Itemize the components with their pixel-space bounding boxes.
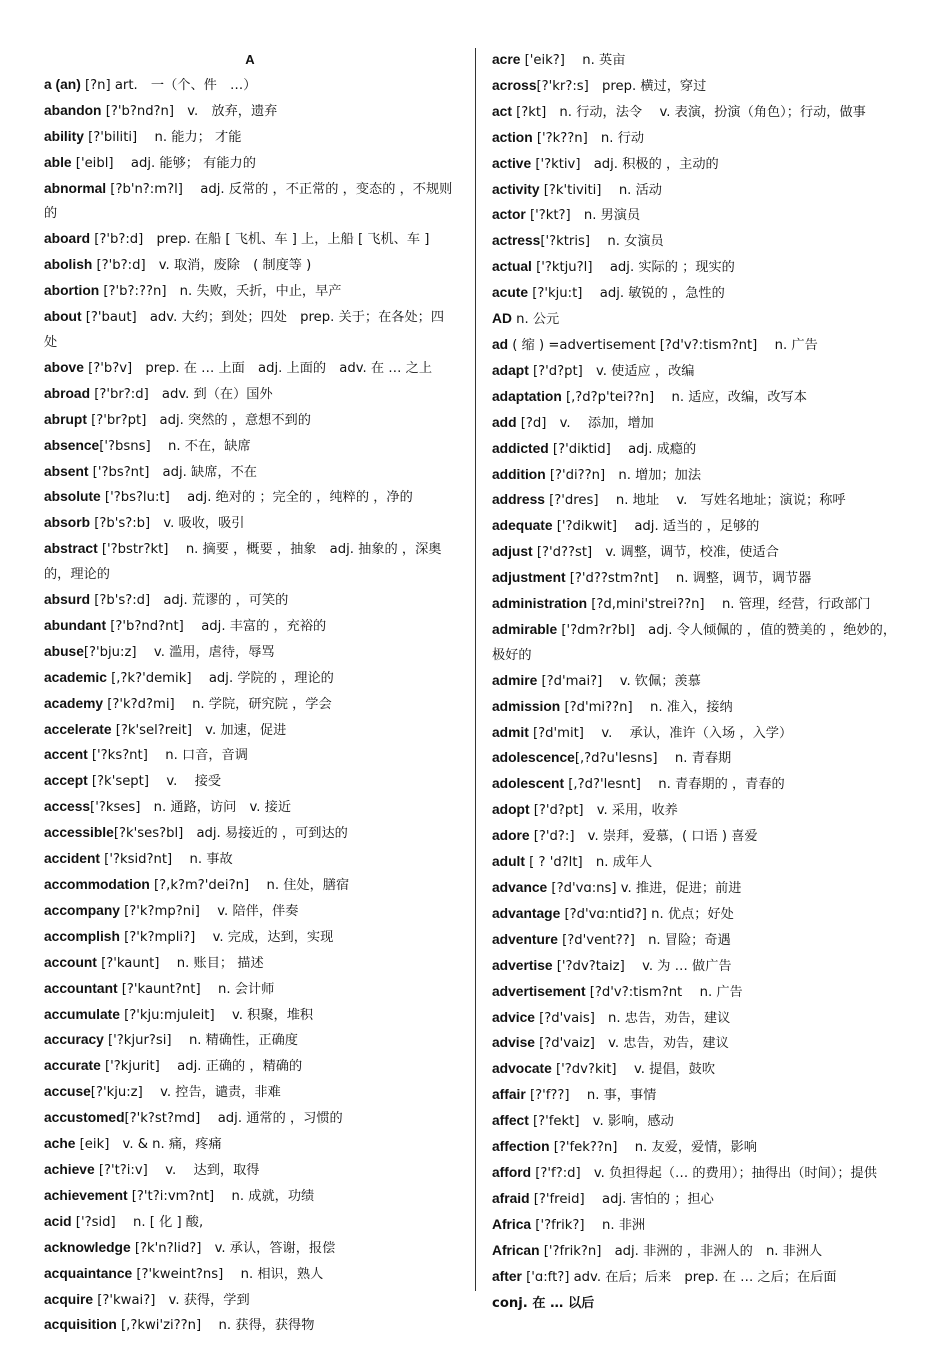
dictionary-entry <box>492 437 906 463</box>
entry-word: affair <box>492 1087 526 1103</box>
entry-word: advocate <box>492 1061 552 1077</box>
entry-word: about <box>44 309 82 325</box>
entry-definition: ['?dikwit] adj. 适当的 ，足够的 <box>552 519 760 535</box>
dictionary-entry <box>492 1031 906 1057</box>
dictionary-entry <box>44 537 456 588</box>
entry-word: abnormal <box>44 180 107 196</box>
entry-definition: ['?ktiv] adj. 积极的 ，主动的 <box>531 156 719 172</box>
dictionary-entry <box>492 281 906 307</box>
entry-word: across <box>492 77 537 93</box>
dictionary-entry <box>44 434 456 460</box>
entry-word: addition <box>492 466 546 482</box>
entry-word: adapt <box>492 362 529 378</box>
entry-word: admirable <box>492 621 558 637</box>
entry-definition: [?k'ses?bl] adj. 易接近的 ，可到达的 <box>113 826 348 842</box>
dictionary-entry <box>492 385 906 411</box>
entry-definition: [?b'n?:m?l] adj. 反常的 ，不正常的 ，变态的 ，不规则的 <box>44 181 453 222</box>
entry-word: achievement <box>44 1187 128 1203</box>
entry-definition: [?k'sept] v. 接受 <box>87 774 222 790</box>
entry-word: adult <box>492 854 525 870</box>
dictionary-entry <box>492 954 906 980</box>
entry-word: adolescence <box>492 750 575 766</box>
entry-definition: ['?frik?n] adj. 非洲的 ，非洲人的 n. 非洲人 <box>539 1243 823 1259</box>
entry-word: absolute <box>44 489 101 505</box>
entry-definition: [?'b?nd?nt] adj. 丰富的 ，充裕的 <box>106 618 327 634</box>
dictionary-entry <box>492 876 906 902</box>
entry-definition: ['ɑ:ft?] adv. 在后；后来 prep. 在 … 之后；在后面 <box>521 1269 837 1285</box>
entry-definition: [?'kju:z] v. 控告，谴责，非难 <box>90 1085 281 1101</box>
dictionary-entry <box>492 514 906 540</box>
entry-definition: [?'d?pt] v. 采用，收养 <box>529 803 678 819</box>
dictionary-entry <box>44 1262 456 1288</box>
entry-definition: [?'biliti] n. 能力； 才能 <box>83 129 242 145</box>
entry-word: abortion <box>44 283 100 299</box>
entry-word: affect <box>492 1113 529 1129</box>
entry-definition: ['?bs?nt] adj. 缺席，不在 <box>88 464 257 480</box>
entry-definition: ['?kjurit] adj. 正确的 ，精确的 <box>100 1059 303 1075</box>
dictionary-entry <box>44 305 456 356</box>
entry-definition: [?d'mit] v. 承认，准许（入场 ，入学） <box>528 725 793 741</box>
entry-definition: [?'fekt] v. 影响，感动 <box>528 1114 674 1130</box>
entry-definition: [ ? 'd?lt] n. 成年人 <box>524 855 653 871</box>
dictionary-entry <box>44 356 456 382</box>
dictionary-entry <box>44 1028 456 1054</box>
entry-word: add <box>492 414 517 430</box>
dictionary-entry <box>44 925 456 951</box>
entry-word: advice <box>492 1009 535 1025</box>
entry-definition: [,?k?'demik] adj. 学院的 ，理论的 <box>106 670 334 686</box>
entry-word: advertisement <box>492 983 586 999</box>
dictionary-entry <box>44 125 456 151</box>
entry-word: abolish <box>44 257 93 273</box>
entry-definition: n. 公元 <box>511 312 560 328</box>
dictionary-entry <box>492 1187 906 1213</box>
dictionary-entry <box>44 227 456 253</box>
entry-definition: ['?ks?nt] n. 口音，音调 <box>87 748 248 764</box>
entry-word: acquire <box>44 1291 94 1307</box>
entry-word: absurd <box>44 592 90 608</box>
dictionary-entry <box>492 203 906 229</box>
dictionary-entry <box>44 1106 456 1132</box>
entry-definition: ['?frik?] n. 非洲 <box>531 1217 646 1233</box>
entry-word: advise <box>492 1035 535 1051</box>
entry-word: activity <box>492 181 540 197</box>
dictionary-entry <box>44 408 456 434</box>
column-divider <box>475 48 476 1291</box>
entry-definition: [?'kweint?ns] n. 相识，熟人 <box>132 1266 324 1282</box>
entry-word: academy <box>44 695 104 711</box>
entry-definition: [?'br?:d] adv. 到（在）国外 <box>90 386 273 402</box>
entry-definition: ['?ktris] n. 女演员 <box>540 234 664 250</box>
entry-definition: ['eik?] n. 英亩 <box>520 53 626 68</box>
entry-definition: [?k'tiviti] n. 活动 <box>539 182 662 198</box>
dictionary-entry <box>492 1006 906 1032</box>
dictionary-entry <box>492 411 906 437</box>
dictionary-entry <box>44 1132 456 1158</box>
dictionary-entry <box>492 74 906 100</box>
entry-word: absorb <box>44 515 90 531</box>
entry-definition: ['?dv?kit] v. 提倡，鼓吹 <box>551 1062 716 1078</box>
entry-word: admit <box>492 724 529 740</box>
entry-definition: [,?d?'lesnt] n. 青春期的 ，青春的 <box>564 777 785 793</box>
dictionary-entry <box>492 1213 906 1239</box>
entry-definition: ['?bstr?kt] n. 摘要 ，概要 ，抽象 adj. 抽象的 ，深奥的，理论的 <box>44 542 442 583</box>
entry-word: academic <box>44 669 107 685</box>
entry-definition: [?k'n?lid?] v. 承认，答谢，报偿 <box>130 1240 336 1256</box>
entry-word: ad <box>492 336 509 352</box>
entry-word: absence <box>44 437 100 453</box>
entry-word: abundant <box>44 617 107 633</box>
entry-definition: ['?bs?lu:t] adj. 绝对的 ；完全的 ，纯粹的 ，净的 <box>100 490 413 506</box>
entry-word: ache <box>44 1136 76 1152</box>
entry-definition: [?'k?st?md] adj. 通常的 ，习惯的 <box>124 1111 343 1127</box>
dictionary-entry <box>492 566 906 592</box>
dictionary-entry <box>492 1109 906 1135</box>
dictionary-entry <box>492 1239 906 1265</box>
dictionary-entry <box>492 695 906 721</box>
entry-word: actress <box>492 233 541 249</box>
left-column <box>44 48 456 1339</box>
entry-word: acquaintance <box>44 1265 133 1281</box>
entry-definition: [?,k?m?'dei?n] n. 住处，膳宿 <box>149 878 350 893</box>
entry-definition: [?d'vɑ:ns] v. 推进，促进；前进 <box>547 881 742 896</box>
entry-word: absent <box>44 463 89 479</box>
entry-definition: ['?k??n] n. 行动 <box>532 130 645 146</box>
entry-word: accelerate <box>44 721 112 737</box>
entry-word: accept <box>44 773 88 789</box>
entry-word: advertise <box>492 957 553 973</box>
entry-word: a (an) <box>44 76 81 92</box>
entry-word: accommodation <box>44 877 150 892</box>
dictionary-entry <box>492 850 906 876</box>
entry-definition: [?'b?:d] prep. 在船 [ 飞机、车 ] 上，上船 [ 飞机、车 ] <box>90 232 430 248</box>
dictionary-entry <box>44 769 456 795</box>
entry-word: afraid <box>492 1190 530 1206</box>
entry-definition: ( 缩 ) =advertisement [?d'v?:tism?nt] n. 广告 <box>508 337 818 353</box>
entry-definition: [?d'mai?] v. 钦佩；羡慕 <box>537 673 701 689</box>
dictionary-entry <box>492 980 906 1006</box>
entry-definition: [,?d?p'tei??n] n. 适应，改编，改写本 <box>561 389 807 405</box>
entry-definition: [?'t?i:vm?nt] n. 成就，功绩 <box>127 1188 315 1204</box>
entry-word: accumulate <box>44 1006 120 1022</box>
entry-word: admission <box>492 698 561 714</box>
entry-word: accuse <box>44 1084 91 1100</box>
entry-word: aboard <box>44 231 90 247</box>
entry-word: accomplish <box>44 928 120 944</box>
dictionary-entry <box>44 1210 456 1236</box>
dictionary-entry <box>492 746 906 772</box>
entry-definition: [?'k?mp?ni] v. 陪伴，伴奏 <box>119 903 299 919</box>
dictionary-entry <box>44 1003 456 1029</box>
entry-word: African <box>492 1242 540 1258</box>
entry-definition: [,?d?u'lesns] n. 青春期 <box>574 751 732 767</box>
entry-definition: [?kt] n. 行动，法令 v. 表演，扮演（角色）；行动，做事 <box>511 104 866 120</box>
entry-word: access <box>44 799 91 815</box>
entry-word: accident <box>44 851 100 867</box>
entry-word: advantage <box>492 905 561 921</box>
entry-definition: [?'t?i:v] v. 达到，取得 <box>94 1162 260 1178</box>
dictionary-entry <box>492 126 906 152</box>
dictionary-entry <box>492 333 906 359</box>
dictionary-entry <box>44 795 456 821</box>
entry-definition: [?'br?pt] adj. 突然的 ，意想不到的 <box>86 412 311 428</box>
dictionary-entry <box>492 307 906 333</box>
entry-word: Africa <box>492 1216 532 1232</box>
entry-word: acid <box>44 1213 72 1229</box>
dictionary-entry <box>44 821 456 847</box>
entry-definition: [?d,mini'strei??n] n. 管理，经营，行政部门 <box>587 597 871 613</box>
entry-definition: [?'kju:mjuleit] v. 积聚，堆积 <box>119 1007 314 1023</box>
dictionary-entry <box>492 152 906 178</box>
dictionary-entry <box>44 718 456 744</box>
entry-definition: [?'fek??n] n. 友爱，爱情，影响 <box>549 1140 757 1156</box>
dictionary-entry <box>44 640 456 666</box>
entry-definition: ['?kjur?si] n. 精确性，正确度 <box>103 1033 298 1049</box>
entry-definition: ['?dv?taiz] v. 为 … 做广告 <box>552 958 732 974</box>
entry-definition: [?'bju:z] v. 滥用，虐待，辱骂 <box>83 644 275 660</box>
left-entry-list <box>44 73 456 1339</box>
entry-definition: [?'b?:d] v. 取消，废除 ( 制度等 ) <box>92 258 312 274</box>
entry-word: adjust <box>492 544 533 560</box>
dictionary-entry <box>44 692 456 718</box>
dictionary-entry <box>492 463 906 489</box>
entry-definition: ['?kses] n. 通路，访问 v. 接近 <box>90 800 292 816</box>
entry-word: admire <box>492 672 538 688</box>
entry-word: actor <box>492 207 526 223</box>
entry-word: abandon <box>44 102 102 118</box>
entry-word: abuse <box>44 643 84 659</box>
entry-word: accountant <box>44 980 118 996</box>
entry-definition: [?'kaunt] n. 账目； 描述 <box>96 955 264 971</box>
dictionary-entry <box>492 1135 906 1161</box>
entry-word: abroad <box>44 385 90 401</box>
dictionary-entry <box>44 977 456 1003</box>
entry-word: ability <box>44 128 84 144</box>
entry-definition: [?d'v?:tism?nt n. 广告 <box>585 984 743 1000</box>
dictionary-entry <box>44 177 456 228</box>
entry-word: addicted <box>492 440 549 456</box>
entry-definition: [?'baut] adv. 大约；到处；四处 prep. 关于；在各处；四处 <box>44 310 445 350</box>
dictionary-entry <box>44 1080 456 1106</box>
dictionary-entry <box>492 540 906 566</box>
dictionary-entry <box>492 1265 906 1291</box>
entry-word: actual <box>492 259 532 275</box>
entry-definition: [?d'vent??] n. 冒险；奇遇 <box>557 932 731 948</box>
entry-word: able <box>44 154 72 170</box>
entry-definition: ['?sid] n. [ 化 ] 酸, <box>71 1214 204 1230</box>
dictionary-entry <box>44 847 456 873</box>
dictionary-entry <box>44 1158 456 1184</box>
dictionary-entry <box>492 669 906 695</box>
entry-word: act <box>492 103 512 119</box>
entry-definition: ['?kt?] n. 男演员 <box>525 208 641 224</box>
entry-definition: [eik] v. & n. 痛，疼痛 <box>75 1137 222 1153</box>
entry-definition: [?b's?:d] adj. 荒谬的 ，可笑的 <box>90 593 289 609</box>
entry-word: account <box>44 954 97 970</box>
entry-definition: [?'d?:] v. 崇拜，爱慕，( 口语 ) 喜爱 <box>529 829 758 845</box>
section-heading: A <box>245 52 255 67</box>
dictionary-entry <box>44 666 456 692</box>
dictionary-entry <box>492 798 906 824</box>
dictionary-entry <box>492 488 906 514</box>
dictionary-entry <box>44 951 456 977</box>
entry-word: after <box>492 1268 522 1284</box>
entry-definition: [?'kwai?] v. 获得，学到 <box>93 1292 250 1308</box>
dictionary-entry <box>44 99 456 125</box>
entry-word: administration <box>492 596 588 612</box>
entry-definition: [?d'vɑ:ntid?] n. 优点；好处 <box>560 906 734 922</box>
entry-word: affection <box>492 1139 550 1155</box>
dictionary-entry <box>492 1083 906 1109</box>
entry-word: adjustment <box>492 570 566 586</box>
dictionary-entry <box>492 1057 906 1083</box>
entry-word: abstract <box>44 541 98 557</box>
entry-definition: [?'f??] n. 事，事情 <box>525 1088 657 1104</box>
dictionary-entry <box>492 592 906 618</box>
entry-definition: [?'kr?:s] prep. 横过，穿过 <box>536 78 707 94</box>
entry-word: acquisition <box>44 1317 117 1333</box>
entry-definition: [?d'vais] n. 忠告，劝告，建议 <box>534 1010 731 1026</box>
entry-word: accuracy <box>44 1032 104 1048</box>
entry-word: advance <box>492 880 548 895</box>
entry-word: adaptation <box>492 388 562 404</box>
entry-word: accessible <box>44 825 114 841</box>
dictionary-entry <box>44 743 456 769</box>
entry-definition: [?'k?mpli?] v. 完成，达到，实现 <box>119 929 334 945</box>
entry-word: address <box>492 492 545 508</box>
dictionary-entry <box>492 824 906 850</box>
entry-definition: [?d] v. 添加，增加 <box>516 415 654 431</box>
right-entry-list <box>492 48 906 1316</box>
entry-word: afford <box>492 1164 532 1180</box>
dictionary-entry <box>492 1161 906 1187</box>
entry-word: accompany <box>44 902 120 918</box>
entry-word: adventure <box>492 931 558 947</box>
dictionary-entry <box>44 1184 456 1210</box>
entry-word: adopt <box>492 802 530 818</box>
entry-word: above <box>44 359 84 375</box>
dictionary-entry <box>44 899 456 925</box>
dictionary-entry <box>44 588 456 614</box>
dictionary-entry <box>44 460 456 486</box>
entry-definition: [?n] art. 一（个、件 …） <box>80 77 257 93</box>
entry-definition: [?d'vaiz] v. 忠告，劝告，建议 <box>534 1036 729 1052</box>
dictionary-entry <box>492 359 906 385</box>
dictionary-entry <box>44 1288 456 1314</box>
entry-definition: [?'k?d?mi] n. 学院，研究院 ，学会 <box>103 696 332 712</box>
dictionary-entry <box>44 1236 456 1262</box>
entry-word: AD <box>492 311 512 327</box>
dictionary-entry <box>44 1054 456 1080</box>
entry-word: action <box>492 129 533 145</box>
dictionary-entry <box>44 511 456 537</box>
dictionary-entry <box>492 178 906 204</box>
entry-word: accurate <box>44 1058 101 1074</box>
entry-word: adore <box>492 828 530 844</box>
entry-word: accent <box>44 747 88 763</box>
dictionary-entry <box>492 772 906 798</box>
entry-definition: ['?dm?r?bl] adj. 令人倾佩的 ，值的赞美的 ，绝妙的，极好的 <box>492 622 897 663</box>
dictionary-entry <box>44 485 456 511</box>
dictionary-entry <box>44 873 456 899</box>
entry-definition: [?'d?pt] v. 使适应 ，改编 <box>528 363 695 379</box>
dictionary-entry <box>492 1291 906 1317</box>
entry-definition: [?k'sel?reit] v. 加速，促进 <box>111 722 287 738</box>
entry-word: achieve <box>44 1161 95 1177</box>
entry-definition: ['?ksid?nt] n. 事故 <box>99 852 233 868</box>
entry-definition: [?b's?:b] v. 吸收，吸引 <box>90 516 245 532</box>
entry-definition: conj. 在 … 以后 <box>492 1295 595 1311</box>
entry-word: adequate <box>492 518 553 534</box>
entry-definition: [,?kwi'zi??n] n. 获得，获得物 <box>116 1318 315 1334</box>
entry-word: acute <box>492 285 529 301</box>
dictionary-entry <box>492 618 906 669</box>
dictionary-entry <box>44 614 456 640</box>
dictionary-entry <box>492 229 906 255</box>
entry-definition: ['eibl] adj. 能够； 有能力的 <box>71 155 256 171</box>
right-column <box>492 48 906 1316</box>
dictionary-entry <box>492 928 906 954</box>
dictionary-entry <box>492 902 906 928</box>
entry-word: abrupt <box>44 411 87 427</box>
dictionary-entry <box>492 721 906 747</box>
dictionary-entry <box>492 48 906 74</box>
dictionary-entry <box>492 255 906 281</box>
entry-definition: [?'kaunt?nt] n. 会计师 <box>117 981 275 997</box>
dictionary-entry <box>44 382 456 408</box>
entry-definition: [?'diktid] adj. 成瘾的 <box>548 441 697 457</box>
entry-definition: [?'di??n] n. 增加；加法 <box>545 467 702 483</box>
entry-definition: ['?bsns] n. 不在，缺席 <box>99 438 251 454</box>
entry-word: acre <box>492 52 521 67</box>
entry-definition: [?'dres] n. 地址 v. 写姓名地址；演说；称呼 <box>544 493 846 509</box>
entry-word: acknowledge <box>44 1239 131 1255</box>
dictionary-entry <box>44 1313 456 1339</box>
entry-word: active <box>492 155 532 171</box>
dictionary-entry <box>44 279 456 305</box>
dictionary-entry <box>492 100 906 126</box>
entry-definition: [?'b?:??n] n. 失败，夭折，中止，早产 <box>99 284 342 300</box>
entry-definition: ['?ktju?l] adj. 实际的 ；现实的 <box>531 260 735 276</box>
dictionary-entry <box>44 73 456 99</box>
entry-definition: [?'b?v] prep. 在 … 上面 adj. 上面的 adv. 在 … 之上 <box>83 360 433 376</box>
entry-definition: [?'d??st] v. 调整，调节，校准，使适合 <box>532 545 779 561</box>
entry-definition: [?'freid] adj. 害怕的 ；担心 <box>529 1191 714 1207</box>
entry-word: adolescent <box>492 776 565 792</box>
entry-definition: [?'d??stm?nt] n. 调整，调节，调节器 <box>565 571 812 587</box>
entry-definition: [?'b?nd?n] v. 放弃，遗弃 <box>101 103 278 119</box>
entry-word: accustomed <box>44 1110 125 1126</box>
dictionary-entry <box>44 151 456 177</box>
entry-definition: [?'kju:t] adj. 敏锐的 ，急性的 <box>528 286 725 302</box>
entry-definition: [?'f?:d] v. 负担得起（… 的费用）；抽得出（时间）；提供 <box>531 1165 877 1181</box>
entry-definition: [?d'mi??n] n. 准入，接纳 <box>560 699 733 715</box>
dictionary-entry <box>44 253 456 279</box>
